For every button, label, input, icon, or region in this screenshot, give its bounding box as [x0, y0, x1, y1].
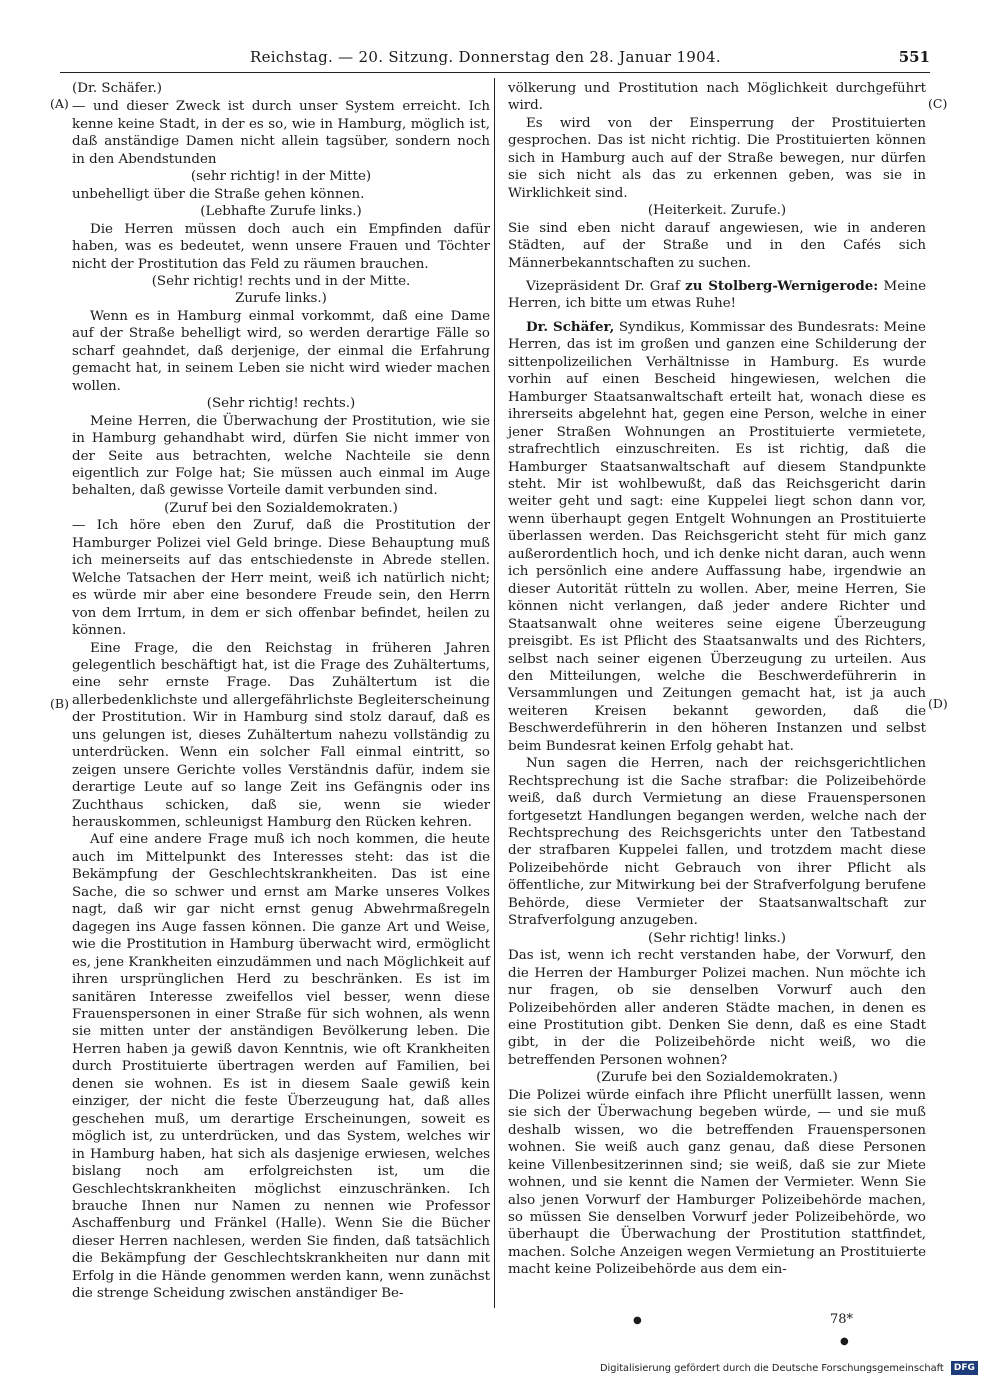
paragraph: Sie sind eben nicht darauf angewiesen, wie in anderen Städten, auf der Straße und in den Cafés sich Männerbekanntschaften zu suchen.: [508, 220, 926, 271]
dfg-logo: DFG: [951, 1361, 978, 1375]
paragraph: unbehelligt über die Straße gehen können.: [72, 186, 365, 202]
header-rule: [60, 72, 930, 73]
left-column: [72, 80, 490, 1303]
paragraph: Nun sagen die Herren, nach der reichsgerichtlichen Rechtsprechung ist die Sache strafbar: die Polizeibehörde weiß, daß durch Vermietung an diese Frauenspersonen fortgesetzt Handlungen begangen werden, welche nach der Rechtsprechung des Reichsgerichts unter den Tatbestand der strafbaren Kuppelei fallen, und trotzdem macht diese Polizeibehörde nicht Gebrauch von ihrer Pflicht als öffentliche, zur Mitwirkung bei der Strafverfolgung berufene Behörde, diese Vermieter der Staatsanwaltschaft zur Strafverfolgung anzugeben.: [508, 756, 926, 929]
paragraph: Meine Herren, die Überwachung der Prostitution, wie sie in Hamburg gehandhabt wird, dürfen Sie nicht immer von der Seite aus betrachten, welche Nachteile sie denn eigentlich zur Folge hat; Sie müssen auch einmal im Auge behalten, daß gewisse Vorteile damit verbunden sind.: [72, 413, 490, 499]
digitization-credit: [600, 1361, 992, 1379]
vice-president-statement: [508, 278, 926, 313]
page-number: 551: [898, 48, 930, 66]
paragraph: Auf eine andere Frage muß ich noch kommen, die heute auch im Mittelpunkt des Interesses steht: das ist die Bekämpfung der Geschlechtskrankheiten. Das ist eine Sache, die so schwer und ernst am Marke unseres Volkes nagt, daß wir gar nicht ernst genug Abwehrmaßregeln dagegen ins Auge fassen können. Die ganze Art und Weise, wie die Prostitution in Hamburg überwacht wird, ermöglicht es, jene Krankheiten einzudämmen und nach Möglichkeit auf ihren ursprünglichen Herd zu beschränken. Es ist im sanitären Interesse zweifellos viel besser, wenn diese Frauenspersonen in einer Straße für sich wohnen, als wenn sie mitten unter der anständigen Bevölkerung leben. Die Herren haben ja gewiß davon Kenntnis, wie oft Krankheiten durch Prostituierte übertragen werden auf Familien, bei denen sie wohnen. Es ist in diesem Saale gewiß kein einziger, der nicht die feste Überzeugung hat, daß alles geschehen muß, um derartige Erscheinungen, soweit es möglich ist, zu unterdrücken, und das System, welches wir in Hamburg haben, hat sich als dasjenige erwiesen, welches bislang noch am erfolgreichsten ist, um die Geschlechtskrankheiten möglichst einzuschränken. Ich brauche Ihnen nur Namen zu nennen wie Professor Aschaffenburg und Fränkel (Halle). Wenn Sie die Bücher dieser Herren nachlesen, werden Sie finden, daß tatsächlich die Bekämpfung der Geschlechtskrankheiten nur dann mit Erfolg in die Hände genommen werden kann, wenn zunächst die strenge Scheidung zwischen anständiger Be-: [72, 832, 490, 1302]
paragraph: Das ist, wenn ich recht verstanden habe, der Vorwurf, den die Herren der Hamburger Polizei machen. Nun möchte ich nur fragen, ob sie denselben Vorwurf auch den Polizeibehörden aller anderen Städte machen, in denen es eine Prostitution gibt. Denken Sie denn, daß es eine Stadt gibt, in der die Polizeibehörde nicht weiß, wo die betreffenden Personen wohnen?: [508, 948, 926, 1068]
interjection: (Zurufe bei den Sozialdemokraten.): [596, 1070, 838, 1086]
interjection: (Sehr richtig! rechts und in der Mitte.: [151, 273, 411, 289]
header-title: Reichstag. — 20. Sitzung. Donnerstag den 28. Januar 1904.: [250, 48, 721, 66]
paragraph: — Ich höre eben den Zuruf, daß die Prostitution der Hamburger Polizei viel Geld bringe. Diese Behauptung muß ich meinerseits auf das entschiedenste in Abrede stellen. Welche Tatsachen der Herr meint, weiß ich natürlich nicht; es würde mir aber eine besondere Freude sein, den Herrn von dem Irrtum, in dem er sich offenbar befindet, heilen zu können.: [72, 518, 490, 639]
vice-president-intro: Vizepräsident Dr. Graf: [526, 278, 680, 294]
interjection: (Lebhafte Zurufe links.): [200, 204, 362, 220]
sheet-number: 78*: [830, 1312, 854, 1327]
paragraph: Es wird von der Einsperrung der Prostituierten gesprochen. Das ist nicht richtig. Die Prostituierten können sich in Hamburg auch auf der Straße bewegen, nur dürfen sie sich nicht als das zu erkennen geben, was sie in Wirklichkeit sind.: [508, 115, 926, 201]
right-column: [508, 80, 926, 1279]
paragraph: völkerung und Prostitution nach Möglichkeit durchgeführt wird.: [508, 81, 926, 114]
column-divider: [494, 78, 495, 1308]
interjection: (Sehr richtig! rechts.): [206, 396, 356, 412]
interjection: (Zuruf bei den Sozialdemokraten.): [164, 500, 398, 516]
margin-marker-d: (D): [928, 696, 948, 711]
vice-president-text: Meine Herren, ich bitte um etwas Ruhe!: [508, 278, 926, 312]
margin-marker-c: (C): [928, 96, 948, 111]
credit-text: Digitalisierung gefördert durch die Deutsche Forschungsgemeinschaft: [600, 1363, 944, 1374]
paragraph: — und dieser Zweck ist durch unser System erreicht. Ich kenne keine Stadt, in der es so, wie in Hamburg, möglich ist, daß anständige Damen nicht allein tagsüber, sondern noch in den Abendstunden: [72, 99, 490, 167]
margin-marker-b: (B): [50, 696, 69, 711]
vice-president-name: zu Stolberg-Wernigerode:: [685, 277, 879, 294]
bullet-dot-icon: ●: [633, 1315, 642, 1326]
paragraph: Die Herren müssen doch auch ein Empfinden dafür haben, was es bedeutet, wenn unsere Frauen und Töchter nicht der Prostitution das Feld zu räumen brauchen.: [72, 221, 490, 272]
margin-marker-a: (A): [50, 96, 69, 111]
paragraph: Eine Frage, die den Reichstag in früheren Jahren gelegentlich beschäftigt hat, ist die Frage des Zuhältertums, eine sehr ernste Frage. Das Zuhältertum ist die allerbedenklichste und allergefährlichste Begleiterscheinung der Prostitution. Wir in Hamburg sind stolz darauf, daß es uns gelungen ist, dieses Zuhältertum nahezu vollständig zu unterdrücken. Wenn ein solcher Fall einmal eintritt, so zeigen unsere Gerichte volles Verständnis dafür, indem sie derartige Leute auf so lange Zeit ins Gefängnis oder ins Zuchthaus schicken, daß sie, wenn sie wieder herauskommen, schleunigst Hamburg den Rücken kehren.: [72, 640, 490, 831]
interjection: (sehr richtig! in der Mitte): [190, 169, 372, 185]
interjection: (Sehr richtig! links.): [648, 930, 786, 946]
interjection: Zurufe links.): [235, 291, 327, 307]
speaker-title: Syndikus, Kommissar des Bundesrats:: [618, 319, 879, 335]
paragraph: Wenn es in Hamburg einmal vorkommt, daß eine Dame auf der Straße behelligt wird, so werden derartige Fälle so scharf geahndet, daß derjenige, der einmal die Erfahrung gemacht hat, in seinem Leben sie nicht wird wieder machen wollen.: [72, 308, 490, 394]
speaker-statement: [508, 319, 926, 755]
speaker-text: Meine Herren, das ist im großen und ganzen eine Schilderung der sittenpolizeilichen Verhältnisse in Hamburg. Es wurde vorhin auf einen Bescheid hingewiesen, welchen die Hamburger Staatsanwaltschaft erteilt hat, wonach diese es ihrerseits abgelehnt hat, gegen eine Person, welche in einer jener Straßen Wohnungen an Prostituierte vermietete, strafrechtlich einzuschreiten. Es ist richtig, daß die Hamburger Staatsanwaltschaft auf diesem Standpunkte steht. Mir ist wohlbewußt, daß das Reichsgericht darin weiter geht und sagt: eine Kuppelei liegt schon dann vor, wenn überhaupt gegen Entgelt Wohnungen an Prostituierte überlassen werden. Das Reichsgericht steht für mich ganz außerordentlich hoch, und ich denke nicht daran, auch wenn ich persönlich eine andere Auffassung habe, irgendwie an dieser Autorität rütteln zu wollen. Aber, meine Herren, Sie können nicht verlangen, daß jeder andere Richter und Staatsanwalt ohne weiteres seine eigene Überzeugung preisgibt. Es ist Pflicht des Staatsanwalts und des Richters, selbst nach seiner eigenen Überzeugung zu urteilen. Aus den Mitteilungen, welche die Beschwerdeführerin in Versammlungen und Zeitungen gemacht hat, ist ja auch weiteren Kreisen bekannt geworden, daß die Beschwerdeführerin in den höheren Instanzen und selbst beim Bundesrat keinen Erfolg gehabt hat.: [508, 319, 926, 754]
speaker-name: Dr. Schäfer,: [526, 318, 615, 335]
page-header: [60, 48, 930, 74]
bullet-dot-icon: ●: [840, 1336, 849, 1347]
interjection: (Heiterkeit. Zurufe.): [647, 203, 787, 219]
speaker-label: (Dr. Schäfer.): [72, 81, 162, 96]
paragraph: Die Polizei würde einfach ihre Pflicht unerfüllt lassen, wenn sie sich der Überwachung begeben würde, — und sie muß deshalb wissen, wo die betreffenden Frauenspersonen wohnen. Sie weiß auch ganz genau, daß diese Personen keine Villenbesitzerinnen sind; sie weiß, daß sie zur Miete wohnen, und sie kennt die Namen der Vermieter. Wenn Sie also jenen Vorwurf der Hamburger Polizeibehörde machen, so müssen Sie denselben Vorwurf jeder Polizeibehörde, wo überhaupt die Überwachung der Prostitution stattfindet, machen. Solche Anzeigen wegen Vermietung an Prostituierte macht keine Polizeibehörde aus dem ein-: [508, 1087, 926, 1278]
